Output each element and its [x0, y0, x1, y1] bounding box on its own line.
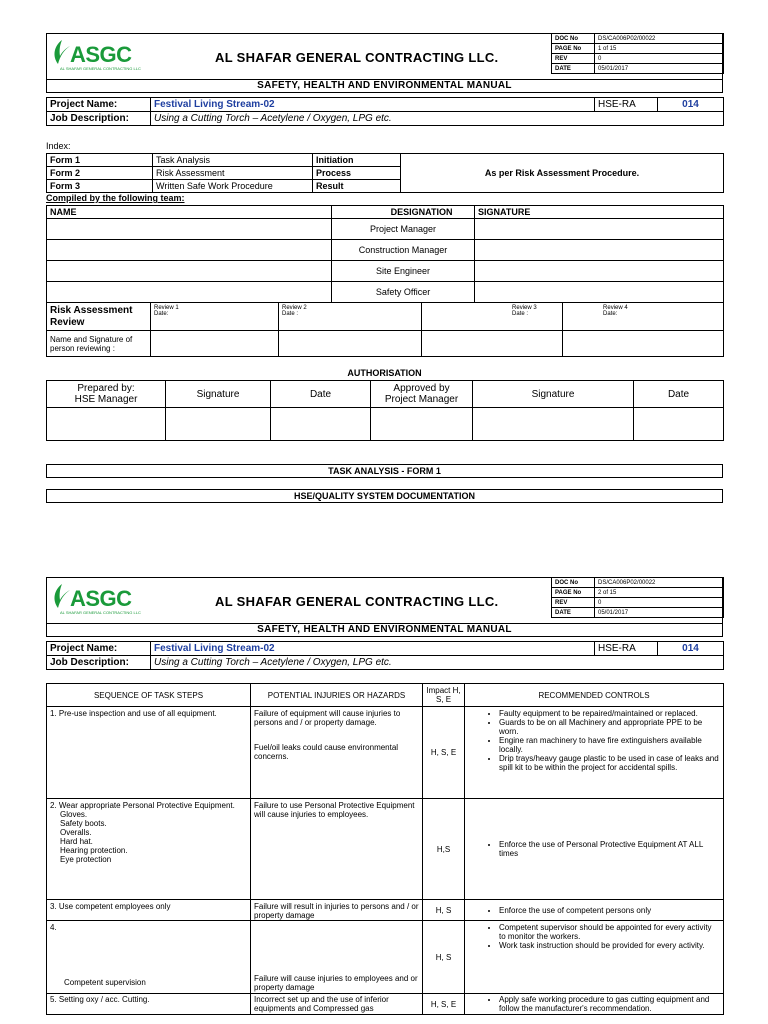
signature-header-1: Signature [166, 381, 271, 408]
auth-blank-cell [634, 408, 724, 441]
project-name-value: Festival Living Stream-02 [151, 642, 595, 656]
project-info-page1 [46, 97, 724, 126]
team-signature-cell [475, 219, 724, 240]
doc-info-table-page1 [551, 33, 724, 74]
date-label: DATE [552, 608, 595, 618]
table-row [47, 900, 724, 921]
reviewer-cell [563, 331, 724, 357]
form1-stage: Initiation [313, 154, 401, 167]
logo-subtext: AL SHAFAR GENERAL CONTRACTING LLC [60, 610, 141, 615]
col-signature: SIGNATURE [475, 206, 724, 219]
hazard-cell: Failure will cause injuries to employees and or property damage [251, 921, 423, 994]
job-description-value: Using a Cutting Torch – Acetylene / Oxygen, LPG etc. [151, 656, 724, 670]
project-name-label: Project Name: [47, 642, 151, 656]
hazard-cell: Failure to use Personal Protective Equipment will cause injuries to employees. [251, 799, 423, 900]
logo-text: ASGC [70, 42, 132, 67]
company-name: AL SHAFAR GENERAL CONTRACTING LLC. [215, 594, 499, 609]
auth-blank-cell [166, 408, 271, 441]
impact-cell: H, S [423, 900, 465, 921]
rev-label: REV [552, 54, 595, 64]
doc-no-label: DOC No [552, 578, 595, 588]
designation-safety-officer: Safety Officer [332, 282, 475, 303]
team-signature-cell [475, 261, 724, 282]
list-item: • Guards to be on all Machinery and appropriate PPE to be worn. [499, 718, 720, 736]
reviewer-cell [151, 331, 279, 357]
step-cell: 1. Pre-use inspection and use of all equipment. [47, 707, 251, 799]
team-name-cell [47, 240, 332, 261]
col-impact: Impact H, S, E [423, 684, 465, 707]
list-item: • Apply safe working procedure to gas cutting equipment and follow the manufacturer's recommendation. [499, 995, 720, 1013]
page-no-value: 2 of 15 [595, 588, 724, 598]
designation-project-manager: Project Manager [332, 219, 475, 240]
hse-label: HSE-RA [595, 642, 658, 656]
team-signature-cell [475, 240, 724, 261]
reviewer-cell [279, 331, 422, 357]
hazard-cell: Incorrect set up and the use of inferior equipments and Compressed gas [251, 994, 423, 1015]
impact-cell: H, S, E [423, 707, 465, 799]
team-signature-cell [475, 282, 724, 303]
hse-value: 014 [658, 642, 724, 656]
signature-header-2: Signature [473, 381, 634, 408]
doc-info-table-page2 [551, 577, 724, 618]
logo-subtext: AL SHAFAR GENERAL CONTRACTING LLC [60, 66, 141, 71]
reviewer-label: Name and Signature of person reviewing : [47, 331, 151, 357]
step-cell: 5. Setting oxy / acc. Cutting. [47, 994, 251, 1015]
page-no-label: PAGE No [552, 44, 595, 54]
job-description-value: Using a Cutting Torch – Acetylene / Oxygen, LPG etc. [151, 112, 724, 126]
col-steps: SEQUENCE OF TASK STEPS [47, 684, 251, 707]
rev-value: 0 [595, 598, 724, 608]
manual-title: SAFETY, HEALTH AND ENVIRONMENTAL MANUAL [257, 624, 512, 635]
manual-title: SAFETY, HEALTH AND ENVIRONMENTAL MANUAL [257, 80, 512, 91]
table-row [47, 799, 724, 900]
col-designation: DESIGNATION [332, 206, 475, 219]
rev-value: 0 [595, 54, 724, 64]
auth-blank-cell [473, 408, 634, 441]
review2-cell: Review 2 Date : [279, 303, 422, 331]
form1-name: Task Analysis [153, 154, 313, 167]
table-row [47, 921, 724, 994]
list-item: • Competent supervisor should be appointed for every activity to monitor the workers. [499, 923, 720, 941]
index-label: Index: [46, 141, 71, 151]
review3-cell: Review 3 Date : [422, 303, 563, 331]
list-item: • Faulty equipment to be repaired/maintained or replaced. [499, 709, 720, 718]
authorisation-table [46, 380, 724, 441]
team-table [46, 205, 724, 357]
list-item: • Engine ran machinery to have fire extinguishers available locally. [499, 736, 720, 754]
impact-cell: H,S [423, 799, 465, 900]
procedure-note: As per Risk Assessment Procedure. [401, 154, 724, 193]
doc-no-value: DS/CA006P02/00022 [595, 34, 724, 44]
table-row [47, 707, 724, 799]
hse-value: 014 [658, 98, 724, 112]
job-description-label: Job Description: [47, 112, 151, 126]
manual-title-bar [46, 623, 723, 637]
step-cell: 2. Wear appropriate Personal Protective Equipment. Gloves. Safety boots. Overalls. Hard hat. Hearing protection. Eye protection [47, 799, 251, 900]
team-name-cell [47, 261, 332, 282]
controls-cell [465, 921, 724, 994]
col-name: NAME [47, 206, 332, 219]
designation-site-engineer: Site Engineer [332, 261, 475, 282]
date-label: DATE [552, 64, 595, 74]
step-cell: 3. Use competent employees only [47, 900, 251, 921]
form2-stage: Process [313, 167, 401, 180]
controls-cell [465, 799, 724, 900]
doc-no-label: DOC No [552, 34, 595, 44]
controls-cell [465, 707, 724, 799]
form3-stage: Result [313, 180, 401, 193]
hazard-cell: Failure will result in injuries to persons and / or property damage [251, 900, 423, 921]
task-analysis-bar: TASK ANALYSIS - FORM 1 [46, 464, 723, 478]
risk-review-label: Risk Assessment Review [47, 303, 151, 331]
approved-by-cell: Approved by Project Manager [371, 381, 473, 408]
job-description-label: Job Description: [47, 656, 151, 670]
documentation-bar: HSE/QUALITY SYSTEM DOCUMENTATION [46, 489, 723, 503]
prepared-by-cell: Prepared by: HSE Manager [47, 381, 166, 408]
index-table [46, 153, 724, 193]
list-item: • Work task instruction should be provided for every activity. [499, 941, 720, 950]
date-value: 05/01/2017 [595, 64, 724, 74]
date-value: 05/01/2017 [595, 608, 724, 618]
authorisation-heading: AUTHORISATION [347, 368, 422, 378]
auth-blank-cell [271, 408, 371, 441]
review1-cell: Review 1 Date: [151, 303, 279, 331]
date-header-1: Date [271, 381, 371, 408]
form3-label: Form 3 [47, 180, 153, 193]
review4-cell: Review 4 Date: [563, 303, 724, 331]
step-cell: 4. Competent supervision [47, 921, 251, 994]
doc-no-value: DS/CA006P02/00022 [595, 578, 724, 588]
controls-cell [465, 900, 724, 921]
team-name-cell [47, 282, 332, 303]
form2-label: Form 2 [47, 167, 153, 180]
list-item: • Enforce the use of Personal Protective Equipment AT ALL times [499, 840, 720, 858]
designation-construction-manager: Construction Manager [332, 240, 475, 261]
form1-label: Form 1 [47, 154, 153, 167]
reviewer-cell [422, 331, 563, 357]
form3-name: Written Safe Work Procedure [153, 180, 313, 193]
list-item: • Enforce the use of competent persons only [499, 906, 720, 915]
team-heading: Compiled by the following team: [46, 193, 185, 203]
impact-cell: H, S, E [423, 994, 465, 1015]
auth-blank-cell [47, 408, 166, 441]
logo-text: ASGC [70, 586, 132, 611]
col-controls: RECOMMENDED CONTROLS [465, 684, 724, 707]
page-no-label: PAGE No [552, 588, 595, 598]
rev-label: REV [552, 598, 595, 608]
list-item: • Drip trays/heavy gauge plastic to be used in case of leaks and spill kit to be within the project for accidental spills. [499, 754, 720, 772]
hazard-cell: Failure of equipment will cause injuries to persons and / or property damage. Fuel/oil leaks could cause environmental concerns. [251, 707, 423, 799]
auth-blank-cell [371, 408, 473, 441]
page-no-value: 1 of 15 [595, 44, 724, 54]
task-analysis-table [46, 683, 724, 1015]
team-name-cell [47, 219, 332, 240]
date-header-2: Date [634, 381, 724, 408]
table-row [47, 994, 724, 1015]
impact-cell: H, S [423, 921, 465, 994]
project-name-value: Festival Living Stream-02 [151, 98, 595, 112]
col-hazards: POTENTIAL INJURIES OR HAZARDS [251, 684, 423, 707]
hse-label: HSE-RA [595, 98, 658, 112]
company-name: AL SHAFAR GENERAL CONTRACTING LLC. [215, 50, 499, 65]
project-info-page2 [46, 641, 724, 670]
project-name-label: Project Name: [47, 98, 151, 112]
manual-title-bar [46, 79, 723, 93]
form2-name: Risk Assessment [153, 167, 313, 180]
controls-cell [465, 994, 724, 1015]
